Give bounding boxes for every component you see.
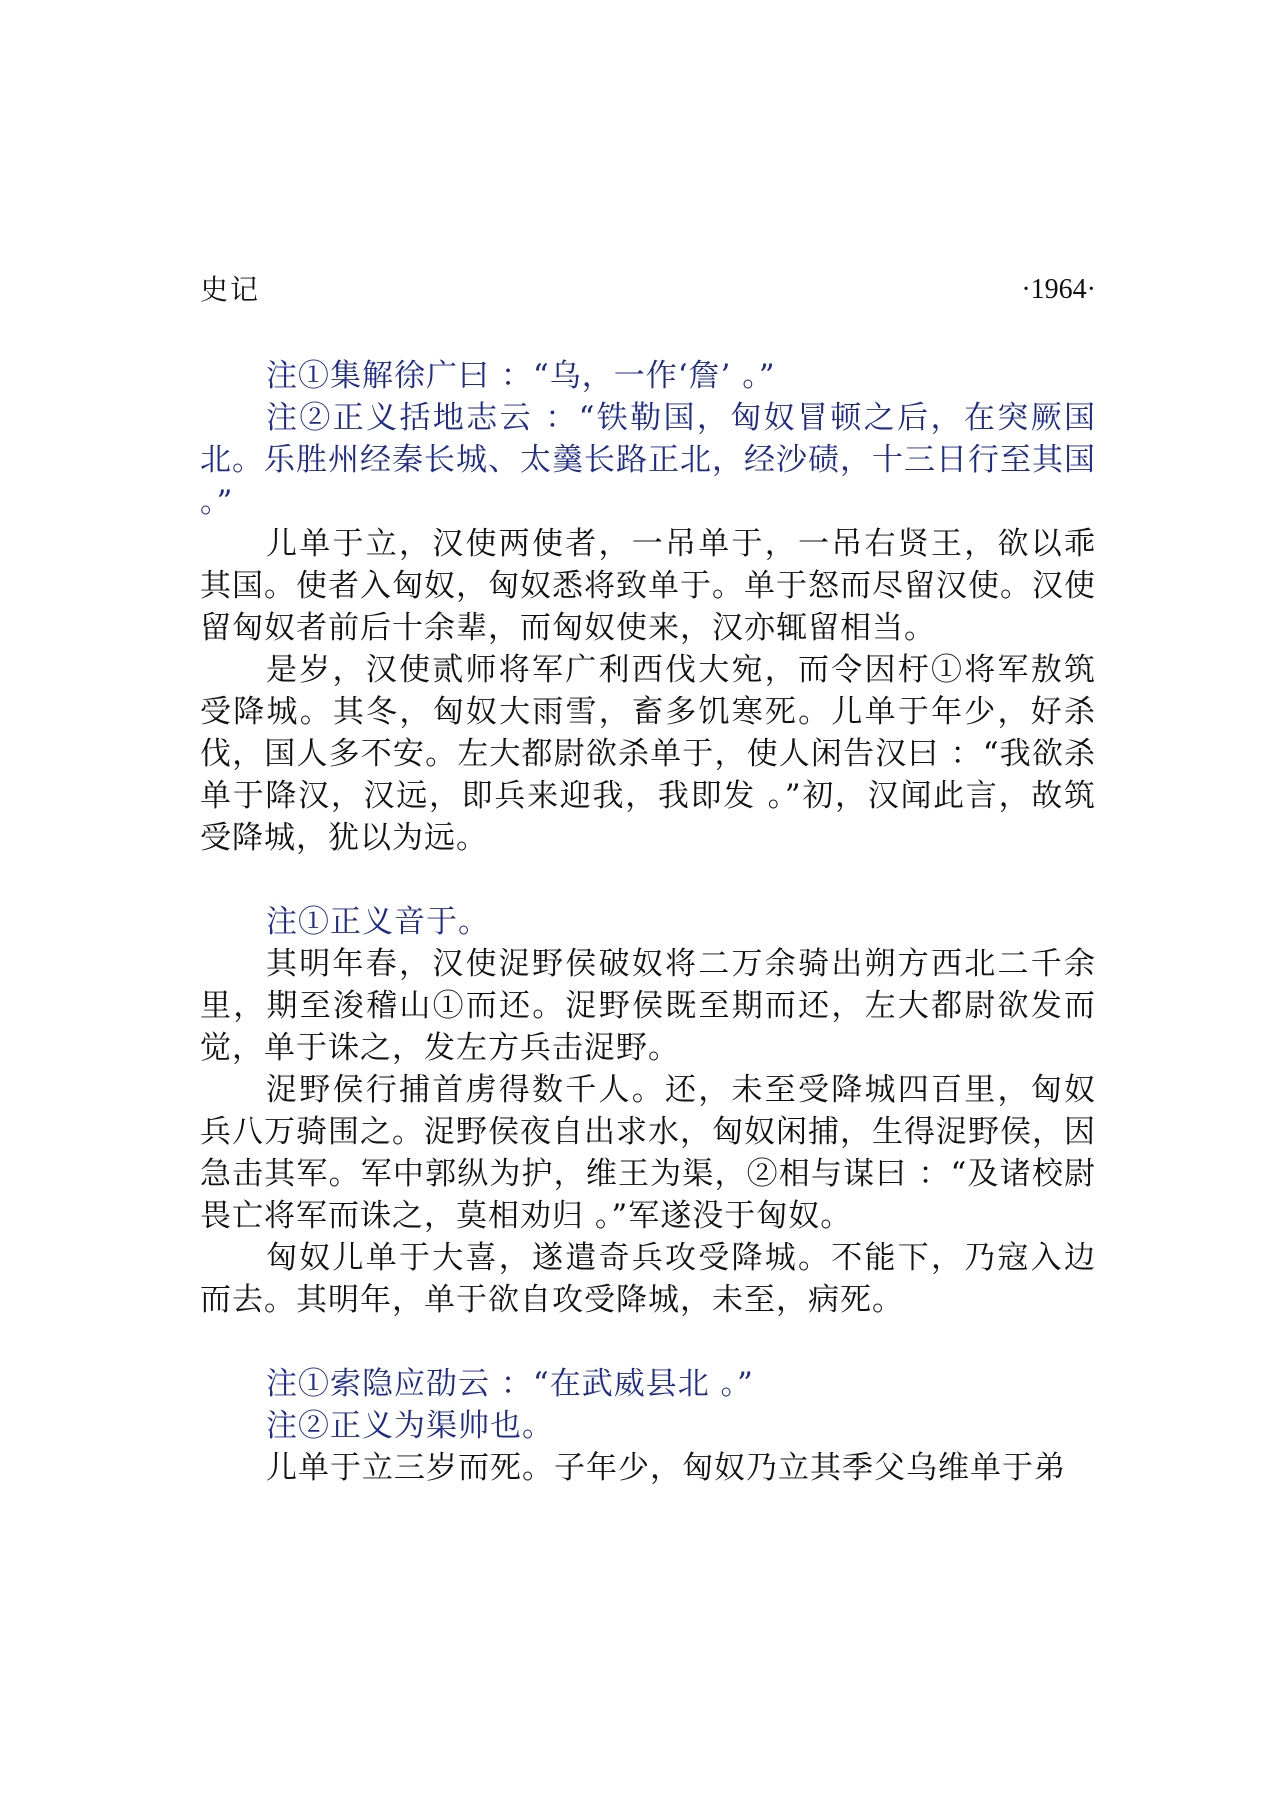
document-page: [200, 265, 1096, 1489]
body-paragraph: 儿单于立三岁而死。子年少，匈奴乃立其季父乌维单于弟: [266, 1450, 1066, 1486]
body-paragraph: 儿单于立，汉使两使者，一吊单于，一吊右贤王，欲以乖其国。使者入匈奴，匈奴悉将致单于。单于怒而尽留汉使。汉使留匈奴者前后十余辈，而匈奴使来，汉亦辄留相当。: [200, 526, 1096, 646]
page-header: [200, 265, 1096, 315]
annotation-paragraph: 注②正义为渠帅也。: [266, 1408, 554, 1444]
annotation-paragraph: 注①正义音于。: [266, 904, 490, 940]
page-content: [200, 355, 1096, 1489]
annotation-paragraph: 注①索隐应劭云 ：“在武威县北 。”: [266, 1366, 754, 1402]
body-paragraph: 是岁，汉使贰师将军广利西伐大宛，而令因杅①将军敖筑受降城。其冬，匈奴大雨雪，畜多饥寒死。儿单于年少，好杀伐，国人多不安。左大都尉欲杀单于，使人闲告汉曰 ：“我欲杀单于降汉，汉远，即兵来迎我，我即发 。”初，汉闻此言，故筑受降城，犹以为远。: [200, 652, 1096, 856]
page-number: ·1964·: [1021, 274, 1096, 305]
body-paragraph: 浞野侯行捕首虏得数千人。还，未至受降城四百里，匈奴兵八万骑围之。浞野侯夜自出求水，匈奴闲捕，生得浞野侯，因急击其军。军中郭纵为护，维王为渠，②相与谋曰 ：“及诸校尉畏亡将军而诛之，莫相劝归 。”军遂没于匈奴。: [200, 1072, 1096, 1234]
annotation-paragraph: 注②正义括地志云 ：“铁勒国，匈奴冒顿之后，在突厥国北。乐胜州经秦长城、太羹长路正北，经沙碛，十三日行至其国 。”: [200, 400, 1096, 520]
body-paragraph: 其明年春，汉使浞野侯破奴将二万余骑出朔方西北二千余里，期至浚稽山①而还。浞野侯既至期而还，左大都尉欲发而觉，单于诛之，发左方兵击浞野。: [200, 946, 1096, 1066]
book-title: 史记: [200, 273, 261, 306]
body-paragraph: 匈奴儿单于大喜，遂遣奇兵攻受降城。不能下，乃寇入边而去。其明年，单于欲自攻受降城，未至，病死。: [200, 1240, 1096, 1318]
annotation-paragraph: 注①集解徐广曰 ：“乌，一作‘詹’ 。”: [266, 358, 776, 394]
